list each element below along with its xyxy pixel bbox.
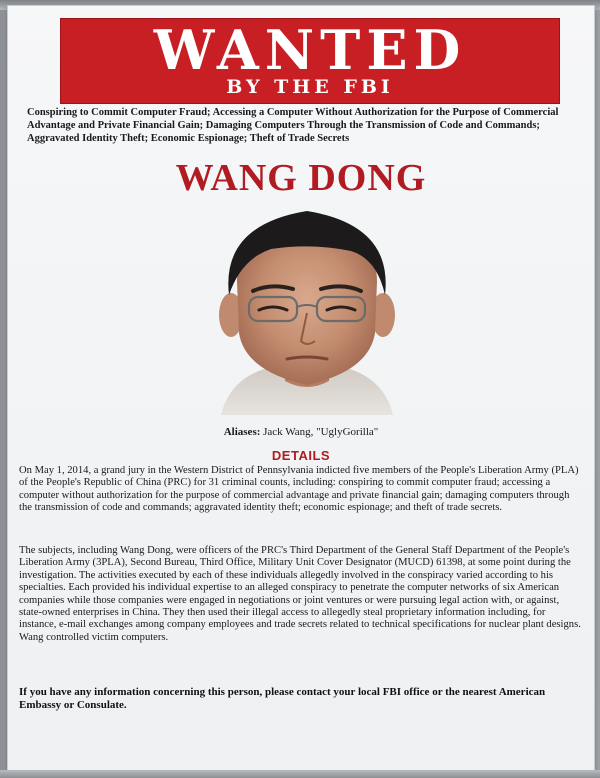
details-paragraph-2: The subjects, including Wang Dong, were officers of the PRC's Third Department of the General Staff Department of the People's Liberation Army (3PLA), Second Bureau, Third Office, Military Unit Cover Designator (MUCD) 61398, at some point during the investigation. The activities executed by each of these individuals allegedly involved in the conspiracy varied according to his specialties. Each provided his individual expertise to an alleged conspiracy to penetrate the computer networks of six American companies while those companies were engaged in negotiations or joint ventures or were pursuing legal action with, or against, state-owned enterprises in China. They then used their illegal access to allegedly steal proprietary information including, for instance, e-mail exchanges among company employees and trade secrets related to technical specifications for nuclear plant designs. Wang controlled victim computers. [19,545,581,643]
wall-background-bottom [0,770,600,778]
charges-list: Conspiring to Commit Computer Fraud; Accessing a Computer Without Authorization for the Purpose of Commercial Advantage and Private Financial Gain; Damaging Computers Through the Transmission of Code and Commands; Aggravated Identity Theft; Economic Espionage; Theft of Trade Secrets [27,107,559,144]
wanted-banner [60,18,560,104]
details-paragraph-1: On May 1, 2014, a grand jury in the Western District of Pennsylvania indicted five members of the People's Liberation Army (PLA) of the People's Republic of China (PRC) for 31 criminal counts, including: conspiring to commit computer fraud; accessing a computer without authorization for the purpose of commercial advantage and private financial gain; damaging computers through the transmission of code and commands; aggravated identity theft; economic espionage; and theft of trade secrets. [19,465,579,514]
banner-subtitle: BY THE FBI [226,76,394,98]
banner-title: WANTED [153,18,467,82]
details-heading: DETAILS [271,448,331,463]
wanted-poster [8,6,594,770]
aliases-label: Aliases: [223,426,261,438]
subject-name: WANG DONG [175,157,427,199]
aliases-line [8,426,594,438]
contact-notice: If you have any information concerning this person, please contact your local FBI office or the nearest American Embassy or Consulate. [19,686,546,711]
subject-portrait-photo [201,203,413,415]
aliases-value: Jack Wang, "UglyGorilla" [263,426,379,438]
